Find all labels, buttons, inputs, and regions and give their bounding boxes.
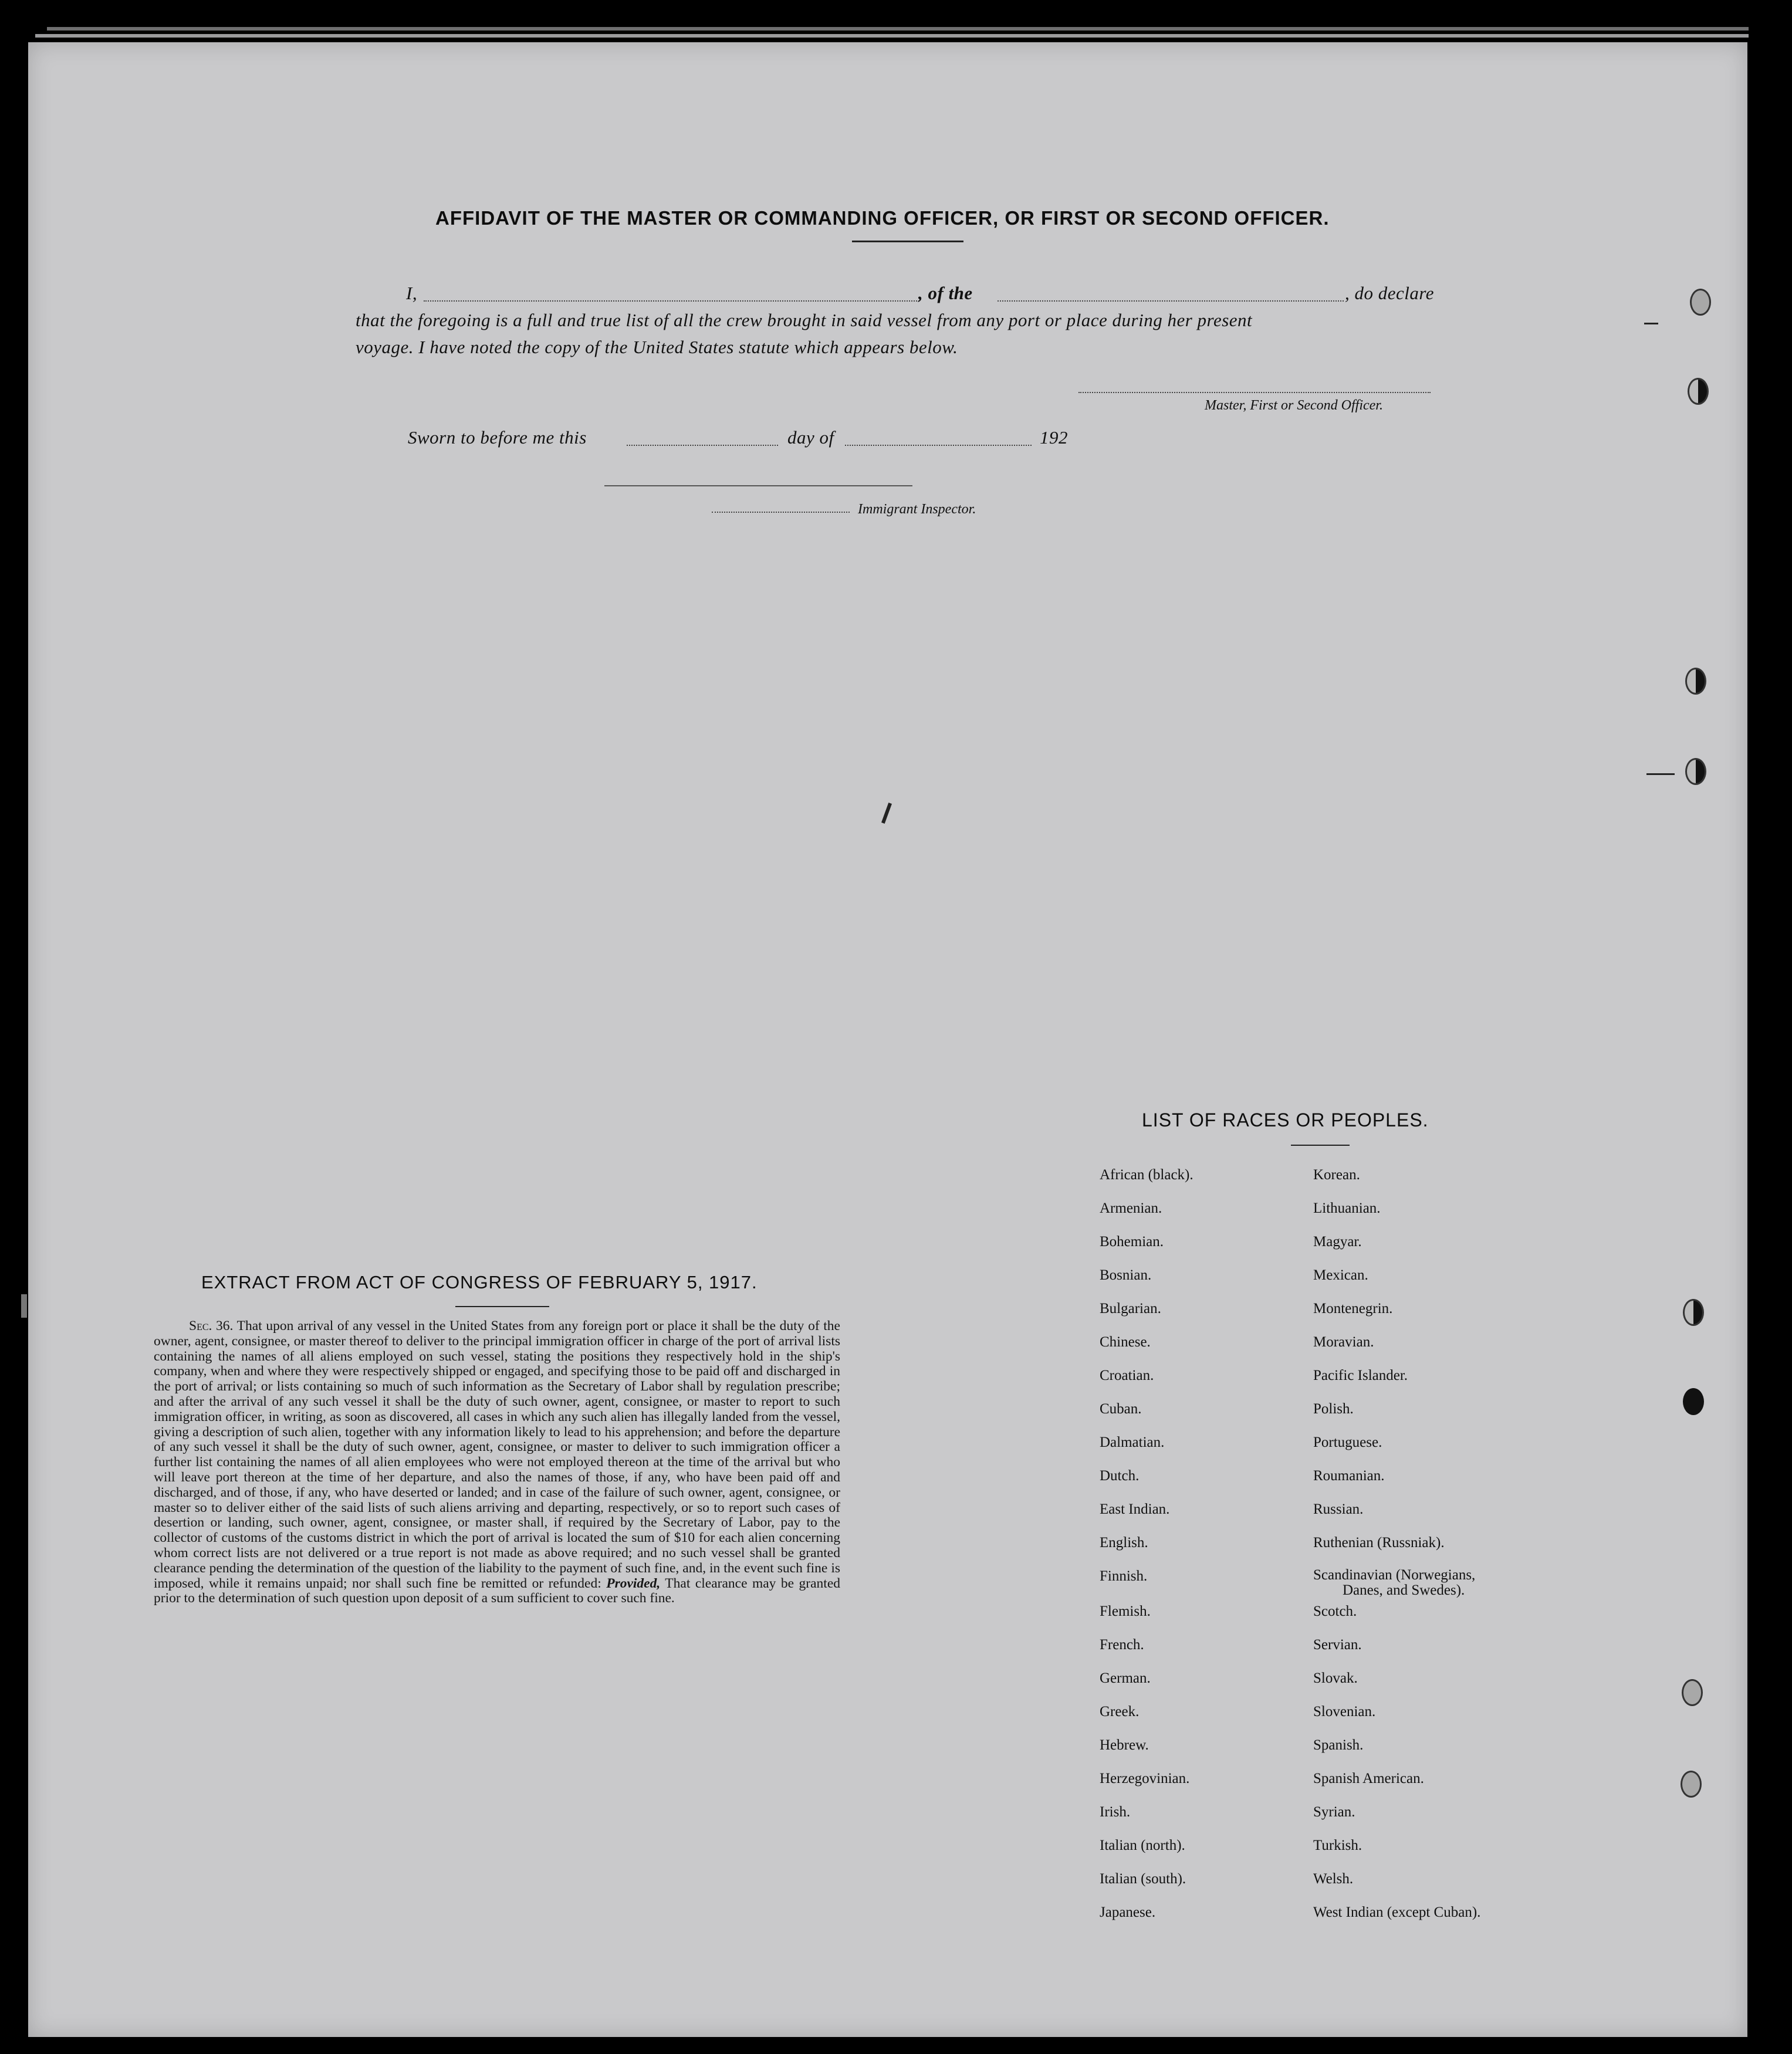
inspector-signature-line: [712, 512, 850, 513]
affidavit-line-2: that the foregoing is a full and true list of all the crew brought in said vessel from any port or place during her present: [356, 310, 1253, 330]
race-item-scandinavian-line-2: Danes, and Swedes).: [1343, 1582, 1465, 1598]
races-right-column: [1313, 1166, 1480, 1937]
race-item: African (black).: [1100, 1167, 1193, 1183]
page-edge-top: [35, 34, 1749, 38]
affidavit-title-rule: [852, 241, 963, 242]
race-item: Armenian.: [1100, 1200, 1162, 1216]
race-item: French.: [1100, 1637, 1144, 1653]
race-item: Mexican.: [1313, 1267, 1368, 1283]
race-item: English.: [1100, 1535, 1148, 1551]
race-item: Chinese.: [1100, 1334, 1151, 1350]
race-item: Croatian.: [1100, 1368, 1154, 1383]
extract-body: [154, 1319, 840, 1606]
ink-mark: [1644, 323, 1658, 324]
race-item: Dalmatian.: [1100, 1434, 1165, 1450]
race-item: Lithuanian.: [1313, 1200, 1381, 1216]
race-item: Turkish.: [1313, 1838, 1362, 1853]
affidavit-of-the: , of the: [918, 283, 973, 303]
race-item: Finnish.: [1100, 1568, 1148, 1584]
sworn-year: 192: [1040, 427, 1068, 448]
race-item: Cuban.: [1100, 1401, 1142, 1417]
extract-provided: Provided,: [606, 1575, 661, 1591]
binding-hole: [1685, 758, 1706, 785]
race-item: German.: [1100, 1670, 1151, 1686]
binding-hole: [1683, 1299, 1704, 1326]
ink-mark: [1646, 773, 1675, 775]
binding-hole: [1681, 1771, 1702, 1798]
race-item: Slovenian.: [1313, 1704, 1376, 1720]
affidavit-line-3: voyage. I have noted the copy of the United States statute which appears below.: [356, 337, 958, 357]
sworn-day-blank: [627, 445, 778, 446]
race-item: Spanish American.: [1313, 1771, 1424, 1786]
binding-hole: [1690, 289, 1711, 316]
race-item: Servian.: [1313, 1637, 1362, 1653]
extract-text: That upon arrival of any vessel in the United States from any foreign port or place it shall be the duty of the owner, agent, consignee, or master thereof to deliver to the principal immigration officer in charge of the port of arrival lists containing the names of all aliens employed on such vessel, stating the positions they respectively hold in the ship's company, when and where they were respectively shipped or engaged, and specifying those to be paid off and discharged in the port of arrival; or lists containing so much of such information as the Secretary of Labor shall by regulation prescribe; and after the arrival of any such vessel it shall be the duty of such owner, agent, consignee, or master to report to such immigration officer, in writing, as soon as discovered, all cases in which any such alien has illegally landed from the vessel, giving a description of such alien, together with any information likely to lead to his apprehension; and before the departure of any such vessel it shall be the duty of such owner, agent, consignee, or master to deliver to such immigration officer a further list containing the names of all alien employees who were not employed thereon at the time of the arrival but who will leave port thereon at the time of her departure, and also the names of those, if any, who have been paid off and discharged, and of those, if any, who have deserted or landed; and in case of the failure of such owner, agent, consignee, or master so to deliver either of the said lists of such aliens arriving and departing, respectively, or so to report such cases of desertion or landing, such owner, agent, consignee, or master shall, if required by the Secretary of Labor, pay to the collector of customs of the customs district in which the port of arrival is located the sum of $10 for each alien concerning whom correct lists are not delivered or a true report is not made as above required; and no such vessel shall be granted clearance pending the determination of the question of the liability to the payment of such fine, and, in the event such fine is imposed, while it remains unpaid; nor shall such fine be remitted or refunded:: [154, 1318, 840, 1591]
race-item: Moravian.: [1313, 1334, 1374, 1350]
race-item: Greek.: [1100, 1704, 1140, 1720]
race-item: Bosnian.: [1100, 1267, 1152, 1283]
race-item: Irish.: [1100, 1804, 1131, 1820]
sworn-prefix: Sworn to before me this: [408, 427, 587, 448]
race-item: Bulgarian.: [1100, 1301, 1161, 1317]
binding-hole: [1682, 1679, 1703, 1706]
race-item: Ruthenian (Russniak).: [1313, 1535, 1445, 1551]
race-item: Montenegrin.: [1313, 1301, 1393, 1317]
race-item: Italian (south).: [1100, 1871, 1186, 1887]
extract-title-rule: [455, 1306, 549, 1307]
affidavit-i: I,: [406, 283, 418, 303]
race-item: Korean.: [1313, 1167, 1360, 1183]
race-item-scandinavian-line-1: Scandinavian (Norwegians,: [1313, 1567, 1476, 1583]
binding-hole: [1683, 1388, 1704, 1415]
sworn-day-of: day of: [787, 427, 834, 448]
page-edge-back: [47, 27, 1749, 31]
race-item: Scotch.: [1313, 1603, 1357, 1619]
race-item: Japanese.: [1100, 1904, 1156, 1920]
race-item: Bohemian.: [1100, 1234, 1164, 1250]
inspector-label: Immigrant Inspector.: [858, 502, 976, 517]
race-item: East Indian.: [1100, 1501, 1170, 1517]
race-item: Dutch.: [1100, 1468, 1140, 1484]
race-item: West Indian (except Cuban).: [1313, 1904, 1481, 1920]
races-title-rule: [1291, 1145, 1350, 1146]
race-item: Pacific Islander.: [1313, 1368, 1408, 1383]
race-item: Spanish.: [1313, 1737, 1364, 1753]
race-item: Magyar.: [1313, 1234, 1362, 1250]
extract-section-label: Sec. 36.: [189, 1318, 234, 1334]
race-item: Hebrew.: [1100, 1737, 1149, 1753]
race-item: Slovak.: [1313, 1670, 1358, 1686]
affidavit-title: AFFIDAVIT OF THE MASTER OR COMMANDING OFFICER, OR FIRST OR SECOND OFFICER.: [435, 207, 1330, 229]
master-label: Master, First or Second Officer.: [1205, 398, 1383, 413]
binding-hole: [1688, 378, 1709, 405]
race-item: Italian (north).: [1100, 1838, 1185, 1853]
race-item-scandinavian: [1313, 1568, 1480, 1603]
race-item: Syrian.: [1313, 1804, 1355, 1820]
race-item: Herzegovinian.: [1100, 1771, 1190, 1786]
binding-hole: [1685, 668, 1706, 695]
name-blank: [424, 300, 919, 302]
races-left-column: [1100, 1166, 1193, 1937]
affidavit-do-declare: , do declare: [1345, 283, 1435, 303]
race-item: Roumanian.: [1313, 1468, 1385, 1484]
races-title: LIST OF RACES OR PEOPLES.: [1142, 1109, 1429, 1131]
page-edge-left: [21, 1294, 27, 1318]
race-item: Russian.: [1313, 1501, 1364, 1517]
sworn-month-blank: [845, 445, 1032, 446]
race-item: Welsh.: [1313, 1871, 1354, 1887]
inspector-signature-line-upper: [604, 485, 912, 486]
race-item: Polish.: [1313, 1401, 1354, 1417]
race-item: Flemish.: [1100, 1603, 1151, 1619]
race-item: Portuguese.: [1313, 1434, 1382, 1450]
extract-title: EXTRACT FROM ACT OF CONGRESS OF FEBRUARY 5, 1917.: [201, 1272, 758, 1292]
master-signature-line: [1078, 392, 1431, 393]
vessel-blank: [998, 300, 1344, 302]
extract-text-end: That clearance may be granted prior to the determination of such question upon deposit of a sum sufficient to cover such fine.: [154, 1575, 841, 1606]
